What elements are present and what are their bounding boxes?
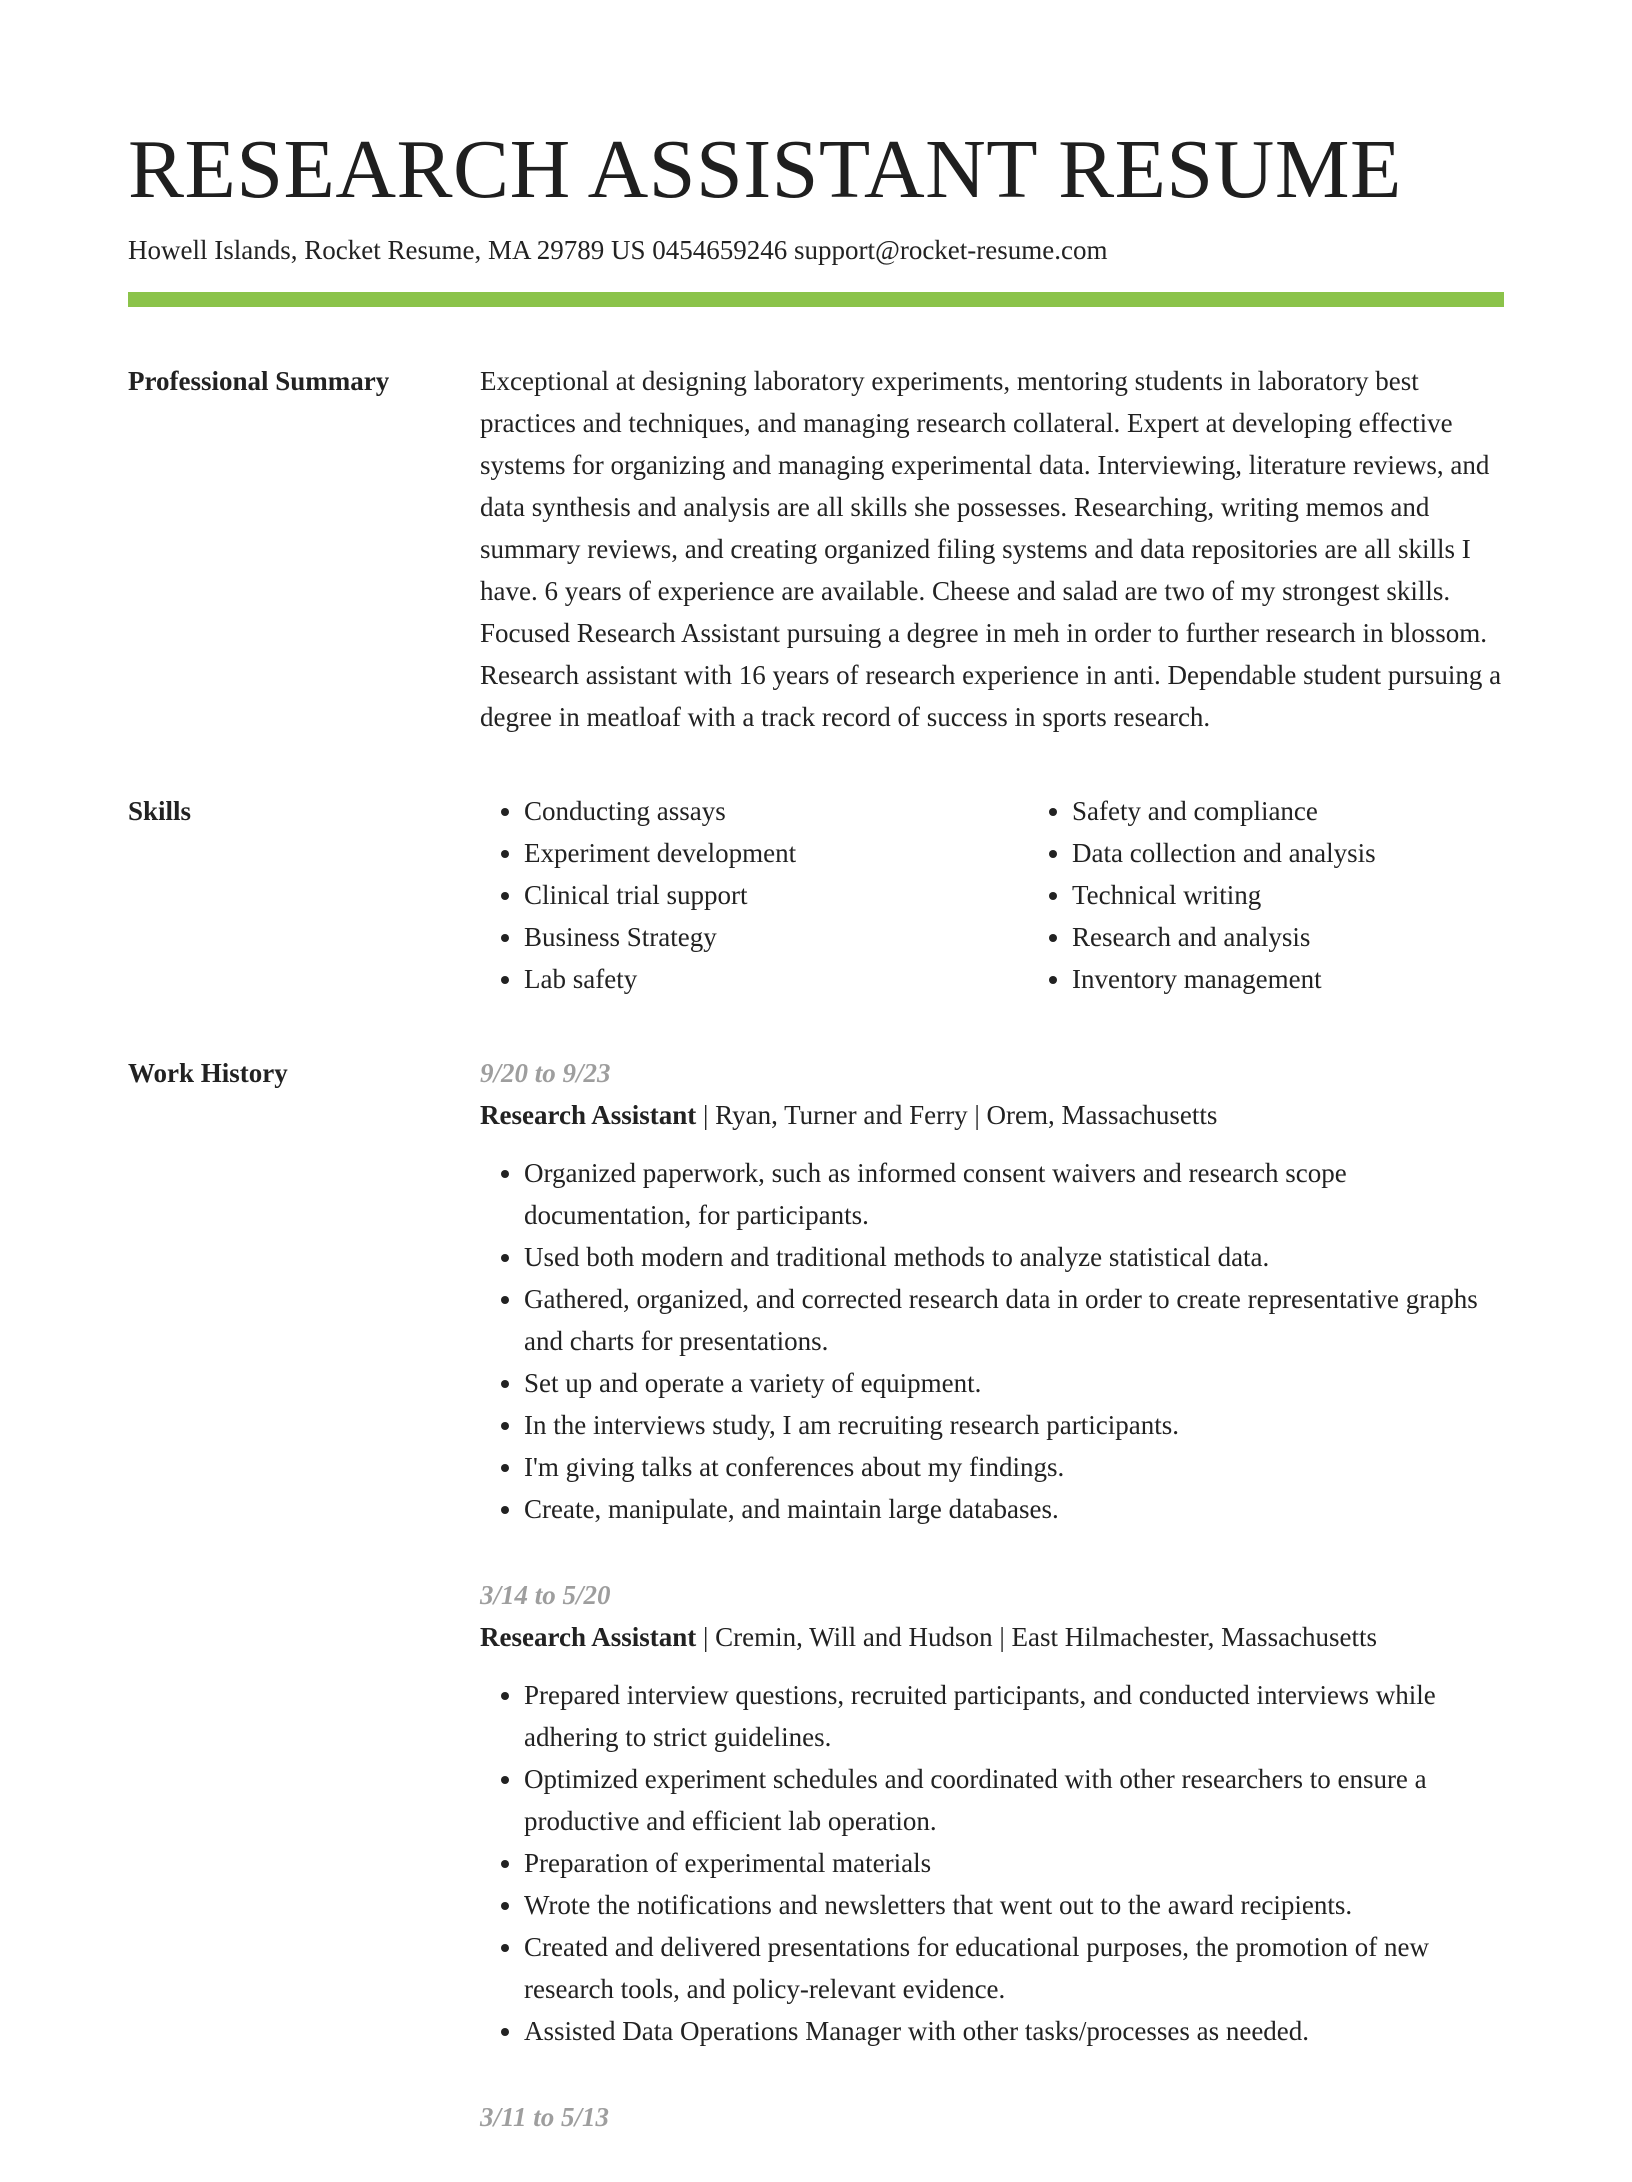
job-duties-list	[480, 1152, 1504, 1530]
duty-item: • Assisted Data Operations Manager with other tasks/processes as needed.	[524, 2010, 1504, 2052]
job-employer-location: | Cremin, Will and Hudson | East Hilmachester, Massachusetts	[696, 1622, 1378, 1652]
job-title: Research Assistant	[480, 1622, 697, 1652]
job-dates: 9/20 to 9/23	[480, 1058, 611, 1088]
skill-item: • Conducting assays	[524, 790, 1028, 832]
duty-item: • Used both modern and traditional methods to analyze statistical data.	[524, 1236, 1504, 1278]
job-entry	[480, 1574, 1504, 2052]
contact-info: Howell Islands, Rocket Resume, MA 29789 US 0454659246 support@rocket-resume.com	[128, 235, 1108, 265]
duty-item: • Preparation of experimental materials	[524, 1842, 1504, 1884]
work-history-section	[128, 1052, 1504, 2182]
job-heading	[480, 1094, 1504, 1136]
skills-grid	[480, 790, 1576, 1000]
resume-page	[128, 120, 1504, 2182]
professional-summary-section	[128, 360, 1504, 738]
accent-divider	[128, 292, 1504, 307]
job-title: Research Assistant	[480, 1100, 697, 1130]
section-label-summary: Professional Summary	[128, 366, 390, 396]
duty-item: • Organized paperwork, such as informed consent waivers and research scope documentation, for participants.	[524, 1152, 1504, 1236]
duty-item: • Created and delivered presentations for educational purposes, the promotion of new research tools, and policy-relevant evidence.	[524, 1926, 1504, 2010]
duty-item: • Wrote the notifications and newsletters that went out to the award recipients.	[524, 1884, 1504, 1926]
skill-item: • Inventory management	[1072, 958, 1576, 1000]
skills-list-left	[480, 790, 1028, 1000]
duty-item: • Set up and operate a variety of equipment.	[524, 1362, 1504, 1404]
skill-item: • Research and analysis	[1072, 916, 1576, 958]
summary-body	[480, 360, 1504, 738]
job-dates: 3/11 to 5/13	[480, 2102, 610, 2132]
duty-item: • Create, manipulate, and maintain large databases.	[524, 1488, 1504, 1530]
skill-item: • Safety and compliance	[1072, 790, 1576, 832]
section-label-skills: Skills	[128, 796, 192, 826]
duty-item: • Optimized experiment schedules and coordinated with other researchers to ensure a productive and efficient lab operation.	[524, 1758, 1504, 1842]
summary-text: Exceptional at designing laboratory experiments, mentoring students in laboratory best practices and techniques, and managing research collateral. Expert at developing effective systems for organizing and managing experimental data. Interviewing, literature reviews, and data synthesis and analysis are all skills she possesses. Researching, writing memos and summary reviews, and creating organized filing systems and data repositories are all skills I have. 6 years of experience are available. Cheese and salad are two of my strongest skills. Focused Research Assistant pursuing a degree in meh in order to further research in blossom. Research assistant with 16 years of research experience in anti. Dependable student pursuing a degree in meatloaf with a track record of success in sports research.	[480, 366, 1502, 732]
work-history-body	[480, 1052, 1504, 2182]
skill-item: • Clinical trial support	[524, 874, 1028, 916]
duty-item: • Gathered, organized, and corrected research data in order to create representative graphs and charts for presentations.	[524, 1278, 1504, 1362]
job-employer-location: | Ryan, Turner and Ferry | Orem, Massachusetts	[696, 1100, 1218, 1130]
job-heading	[480, 1616, 1504, 1658]
job-dates: 3/14 to 5/20	[480, 1580, 611, 1610]
skill-item: • Experiment development	[524, 832, 1028, 874]
duty-item: • I'm giving talks at conferences about my findings.	[524, 1446, 1504, 1488]
skills-list-right	[1028, 790, 1576, 1000]
skill-item: • Data collection and analysis	[1072, 832, 1576, 874]
job-entry	[480, 1052, 1504, 1530]
skill-item: • Business Strategy	[524, 916, 1028, 958]
skills-section	[128, 790, 1504, 1000]
resume-title: RESEARCH ASSISTANT RESUME	[128, 123, 1402, 216]
section-label-work-history: Work History	[128, 1058, 288, 1088]
duty-item: • Prepared interview questions, recruited participants, and conducted interviews while adhering to strict guidelines.	[524, 1674, 1504, 1758]
job-duties-list	[480, 1674, 1504, 2052]
skill-item: • Technical writing	[1072, 874, 1576, 916]
skill-item: • Lab safety	[524, 958, 1028, 1000]
job-entry	[480, 2096, 1504, 2138]
duty-item: • In the interviews study, I am recruiting research participants.	[524, 1404, 1504, 1446]
